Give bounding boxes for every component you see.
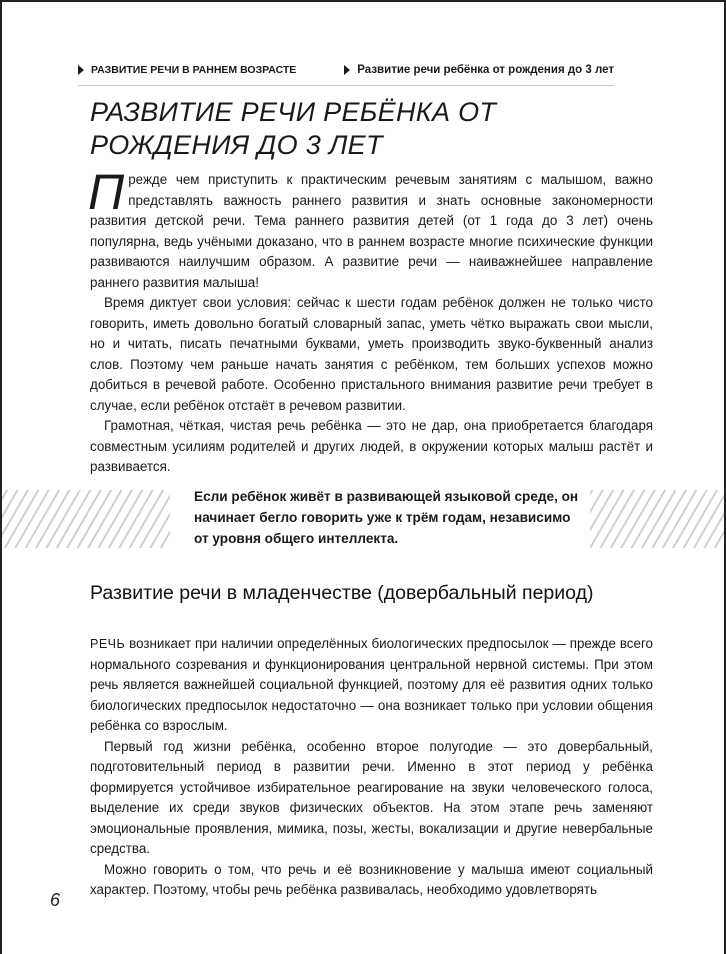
hatch-decoration-right [590, 490, 724, 548]
hatch-decoration-left [2, 490, 170, 548]
intro-paragraph-1 [88, 164, 653, 293]
drop-cap: П [88, 164, 125, 220]
triangle-bullet-icon [78, 65, 84, 75]
running-head-right [344, 64, 614, 76]
header-rule [78, 85, 614, 86]
section-paragraph-1 [90, 634, 653, 737]
intro-paragraph-3: Грамотная, чёткая, чистая речь ребёнка — это не дар, она приобретается благодаря совместным усилиям родителей и других людей, в окружении которых малыш растёт и развивается. [90, 418, 653, 474]
section-paragraph-3: Можно говорить о том, что речь и её возникновение у малыша имеют социальный характер. Поэтому, чтобы речь ребёнка развивалась, необходимо удовлетворять [90, 861, 653, 897]
chapter-title: РАЗВИТИЕ РЕЧИ РЕБЁНКА ОТ РОЖДЕНИЯ ДО 3 ЛЕТ [90, 97, 497, 160]
intro-text [88, 164, 653, 478]
intro-paragraph-2: Время диктует свои условия: сейчас к шести годам ребёнок должен не только чисто говорить, иметь довольно богатый словарный запас, уметь чётко выражать свои мысли, но и читать, писать печатными буквами, уметь производить звуко-буквенный анализ слов. Поэтому чем раньше начать занятия с ребёнком, тем больших успехов можно добиться в речевой работе. Особенно пристального внимания развитие речи требует в случае, если ребёнок отстаёт в речевом развитии. [90, 295, 653, 413]
running-head-right-text: Развитие речи ребёнка от рождения до 3 лет [357, 64, 614, 76]
page-number: 6 [50, 890, 61, 910]
callout-text: Если ребёнок живёт в развивающей языковой среде, он начинает бегло говорить уже к трём годам, независимо от уровня общего интеллекта. [194, 489, 579, 546]
running-head-left-text: РАЗВИТИЕ РЕЧИ В РАННЕМ ВОЗРАСТЕ [91, 64, 297, 76]
section-paragraph-2: Первый год жизни ребёнка, особенно второе полугодие — это довербальный, подготовительный период в развитии речи. Именно в этот период у ребёнка формируется устойчивое избирательное реагирование на звуки человеческого голоса, выделение их среди звуков физических объектов. На этом этапе речь заменяют эмоциональные проявления, мимика, позы, жесты, вокализации и другие невербальные средства. [90, 738, 653, 856]
triangle-bullet-icon [344, 65, 350, 75]
callout-box [2, 486, 724, 552]
section-paragraph-1-text: возникает при наличии определённых биологических предпосылок — прежде всего нормального созревания и функционирования центральной нервной системы. При этом речь является важнейшей социальной функцией, поэтому для её развития одних только биологических предпосылок недостаточно — она возникает только при условии общения ребёнка со взрослым. [90, 636, 653, 733]
section-heading: Развитие речи в младенчестве (довербальный период) [90, 582, 594, 604]
lead-word: РЕЧЬ [90, 637, 126, 651]
running-head-left [78, 64, 296, 76]
running-head [78, 62, 614, 78]
section-text [90, 634, 653, 901]
intro-paragraph-1-text: режде чем приступить к практическим речевым занятиям с малышом, важно представлять важность раннего развития и знать основные закономерности развития детской речи. Тема раннего развития детей (от 1 года до 3 лет) очень популярна, ведь учёными доказано, что в раннем возрасте многие психические функции развиваются наилучшим образом. А развитие речи — наиважнейшее направление раннего развития малыша! [90, 172, 653, 290]
